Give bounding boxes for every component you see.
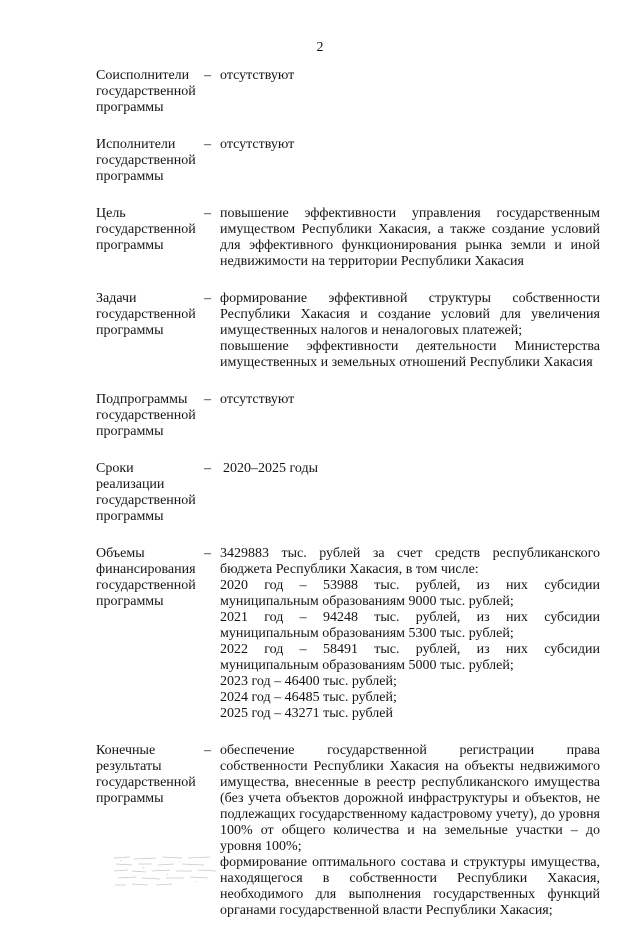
section-value-line: 2023 год – 46400 тыс. рублей;: [220, 674, 397, 689]
section-label: Сроки реализации государственной программы: [96, 461, 196, 524]
section-value-line: отсутствуют: [220, 392, 295, 407]
dash-separator: –: [204, 68, 211, 83]
section-value-line: 2020–2025 годы: [223, 461, 319, 476]
section-label: Объемы финансирования государственной программы: [96, 546, 196, 609]
section-value: [220, 546, 600, 722]
section-value-line: муниципальным образованиям 5000 тыс. рублей;: [220, 658, 514, 673]
section-row: [96, 743, 600, 919]
section-label: Задачи государственной программы: [96, 291, 196, 338]
section-label: Соисполнители государственной программы: [96, 68, 196, 115]
dash-separator: –: [204, 461, 211, 476]
section-value-line: 2021 год – 94248 тыс. рублей, из них субсидии: [220, 610, 600, 625]
dash-separator: –: [204, 137, 211, 152]
section-value-line: отсутствуют: [220, 68, 295, 83]
section-value-line: 2025 год – 43271 тыс. рублей: [220, 706, 393, 721]
section-value: [220, 206, 600, 270]
section-row: [96, 546, 600, 722]
dash-separator: –: [204, 291, 211, 306]
section-value: [220, 68, 600, 84]
section-label: Подпрограммы государственной программы: [96, 392, 196, 439]
page-number: 2: [316, 40, 324, 55]
section-row: [96, 392, 600, 440]
section-value-line: 2024 год – 46485 тыс. рублей;: [220, 690, 397, 705]
section-value: [220, 461, 600, 477]
section-value-paragraph: повышение эффективности деятельности Министерства имущественных и земельных отношений Республики Хакасия: [220, 339, 600, 370]
section-value: [220, 743, 600, 919]
section-value-paragraph: обеспечение государственной регистрации права собственности Республики Хакасия на объекты недвижимого имущества, внесенные в реестр республиканского имущества (без учета объектов дорожной инфраструктуры и объектов, не подлежащих государственному кадастровому учету), до уровня 100% от общего количества и на земельные участки – до уровня 100%;: [220, 743, 600, 854]
dash-separator: –: [204, 206, 211, 221]
section-value-line: 2022 год – 58491 тыс. рублей, из них субсидии: [220, 642, 600, 657]
section-value: [220, 137, 600, 153]
section-row: [96, 206, 600, 270]
section-value-line: муниципальным образованиям 9000 тыс. рублей;: [220, 594, 514, 609]
section-value-paragraph: повышение эффективности управления государственным имуществом Республики Хакасия, а также создание условий для эффективного функционирования рынка земли и иной недвижимости на территории Республики Хакасия: [220, 206, 600, 269]
section-value: [220, 392, 600, 408]
section-value-line: муниципальным образованиям 5300 тыс. рублей;: [220, 626, 514, 641]
dash-separator: –: [204, 743, 211, 758]
section-value-line: отсутствуют: [220, 137, 295, 152]
section-label: Цель государственной программы: [96, 206, 196, 253]
faint-stamp-mark: [112, 852, 222, 892]
dash-separator: –: [204, 392, 211, 407]
section-row: [96, 291, 600, 371]
dash-separator: –: [204, 546, 211, 561]
section-value-paragraph: формирование эффективной структуры собственности Республики Хакасия и создание условий для увеличения имущественных налогов и неналоговых платежей;: [220, 291, 600, 338]
section-value-paragraph: 3429883 тыс. рублей за счет средств республиканского бюджета Республики Хакасия, в том числе:: [220, 546, 600, 577]
section-row: [96, 68, 600, 116]
section-row: [96, 137, 600, 185]
section-value: [220, 291, 600, 371]
section-value-line: 2020 год – 53988 тыс. рублей, из них субсидии: [220, 578, 600, 593]
passport-table: [96, 68, 600, 940]
section-label: Конечные результаты государственной программы: [96, 743, 196, 806]
section-label: Исполнители государственной программы: [96, 137, 196, 184]
section-row: [96, 461, 600, 525]
section-value-paragraph: формирование оптимального состава и структуры имущества, находящегося в собственности Республики Хакасия, необходимого для выполнения государственных функций органами государственной власти Республики Хакасия;: [220, 855, 600, 918]
